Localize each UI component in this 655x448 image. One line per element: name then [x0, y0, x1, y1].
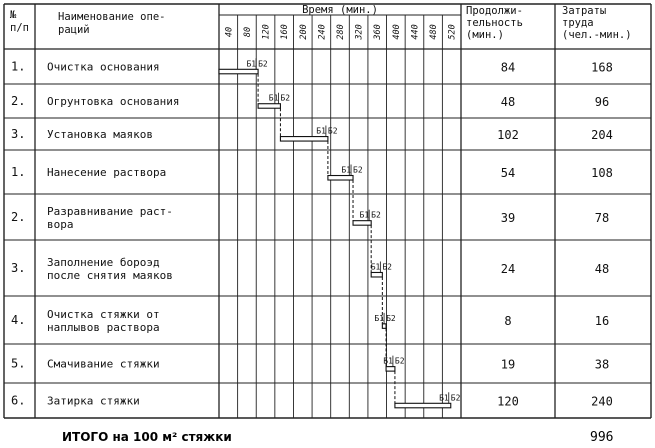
row-number: 5.: [11, 356, 26, 371]
row-number: 2.: [11, 210, 26, 224]
time-tick-label: 440: [410, 24, 421, 40]
bar-worker-label-b1: Б1: [374, 313, 385, 323]
labor-value: 16: [594, 314, 610, 328]
bar-worker-label-b2: Б2: [394, 356, 405, 366]
row-number: 3.: [11, 261, 26, 275]
labor-value: 168: [591, 60, 613, 75]
bar-worker-label-b2: Б2: [280, 93, 291, 103]
duration-value: 19: [500, 357, 516, 372]
time-tick-label: 40: [224, 26, 235, 38]
operation-name: Заполнение бороэд после снятия маяков: [47, 256, 173, 282]
header-time: Время (мин.): [302, 4, 378, 16]
operation-name: Очистка основания: [47, 60, 160, 74]
total-value: 996: [590, 430, 614, 445]
time-tick-label: 400: [391, 24, 402, 40]
total-label: ИТОГО на 100 м² стяжки: [62, 430, 232, 444]
gantt-bars: [219, 58, 461, 408]
labor-value: 78: [594, 211, 610, 225]
duration-value: 120: [497, 394, 519, 409]
header-duration: Продолжи-тельность (мин.): [466, 5, 523, 41]
time-tick-label: 280: [336, 24, 346, 40]
row-number: 3.: [11, 127, 26, 141]
header-labor: Затраты труда (чел.-мин.): [562, 5, 632, 41]
duration-value: 54: [500, 166, 516, 180]
bar-worker-label-b1: Б1: [359, 210, 370, 220]
row-number: 1.: [11, 59, 26, 74]
gantt-bar-rect: [371, 272, 382, 277]
gantt-bar-rect: [395, 403, 451, 408]
time-tick-label: 480: [429, 24, 440, 40]
duration-value: 24: [500, 262, 516, 276]
table-row: [11, 256, 609, 282]
operation-name: Смачивание стяжки: [47, 357, 160, 371]
operation-name: Установка маяков: [47, 128, 153, 141]
bar-worker-label-b2: Б2: [386, 313, 396, 323]
duration-value: 48: [500, 95, 516, 109]
table-row: [11, 205, 609, 231]
gantt-bar: [383, 328, 404, 371]
gantt-bar: [353, 180, 381, 225]
bar-worker-label-b2: Б2: [353, 165, 363, 175]
gantt-bar-rect: [219, 69, 258, 74]
bar-worker-label-b1: Б1: [370, 262, 381, 272]
table-row: [11, 94, 609, 109]
bar-worker-label-b1: Б1: [383, 356, 393, 366]
bar-worker-label-b1: Б1: [316, 126, 326, 136]
operation-name: Очистка стяжки от наплывов раствора: [47, 308, 160, 334]
operation-name: Огрунтовка основания: [47, 95, 180, 108]
time-tick-label: 360: [373, 24, 384, 40]
gantt-bar: [371, 225, 392, 277]
time-tick-label: 80: [242, 26, 253, 38]
bar-worker-label-b2: Б2: [258, 59, 268, 69]
gantt-bar-rect: [280, 137, 327, 142]
time-tick-label: 160: [280, 24, 291, 40]
header-number: № п/п: [10, 9, 29, 34]
gantt-bar: [258, 74, 290, 108]
gantt-bar: [328, 141, 363, 180]
labor-value: 38: [594, 357, 610, 372]
row-number: 4.: [11, 313, 26, 327]
gantt-bar-rect: [382, 324, 386, 329]
row-number: 6.: [11, 393, 26, 408]
bar-worker-label-b1: Б1: [246, 59, 257, 69]
bar-worker-label-b1: Б1: [439, 393, 449, 403]
bar-worker-label-b1: Б1: [341, 165, 352, 175]
bar-worker-label-b2: Б2: [382, 262, 392, 272]
table-header: [10, 4, 632, 41]
table-row: [11, 357, 609, 372]
gantt-bar-rect: [328, 176, 353, 181]
time-tick-label: 320: [354, 24, 365, 40]
duration-value: 84: [500, 60, 516, 75]
operation-name: Нанесение раствора: [47, 166, 167, 179]
operation-name: Затирка стяжки: [47, 394, 140, 408]
header-operation: Наименование опе-раций: [58, 11, 166, 36]
gantt-bar-rect: [386, 367, 395, 372]
gantt-bar: [374, 277, 395, 328]
time-tick-label: 520: [447, 24, 458, 40]
table-row: [11, 308, 609, 334]
labor-value: 96: [594, 95, 610, 109]
bar-worker-label-b2: Б2: [327, 126, 338, 136]
labor-value: 240: [591, 394, 613, 409]
operation-name: Разравнивание раст-вора: [47, 205, 173, 231]
row-number: 2.: [11, 94, 26, 108]
row-number: 1.: [11, 165, 26, 179]
gantt-bar-rect: [353, 221, 371, 226]
time-tick-label: 240: [317, 24, 328, 40]
bar-worker-label-b2: Б2: [450, 393, 461, 403]
gantt-bar: [219, 58, 268, 74]
bar-worker-label-b1: Б1: [268, 93, 279, 103]
duration-value: 8: [504, 314, 512, 328]
time-tick-label: 200: [298, 24, 309, 40]
duration-value: 102: [497, 128, 519, 142]
gantt-bar-rect: [258, 104, 280, 109]
gantt-bar: [280, 108, 337, 141]
labor-value: 204: [591, 128, 613, 142]
labor-value: 48: [594, 262, 610, 276]
bar-worker-label-b2: Б2: [371, 210, 381, 220]
labor-value: 108: [591, 166, 613, 180]
time-tick-label: 120: [261, 24, 272, 40]
duration-value: 39: [500, 211, 516, 225]
